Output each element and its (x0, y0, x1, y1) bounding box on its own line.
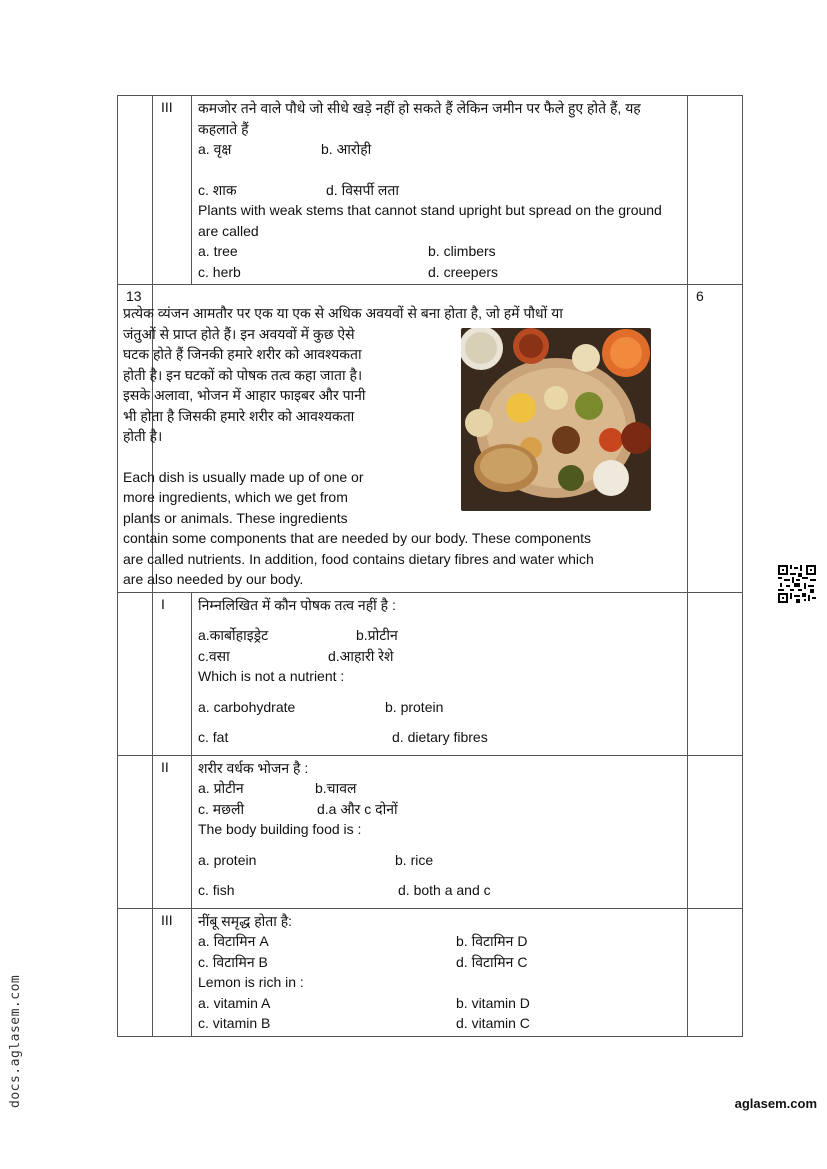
option-c-english: c. fat (198, 729, 229, 745)
option-c-hindi: c. शाक (198, 181, 237, 198)
table-row-q13 (118, 285, 743, 593)
passage-english-line-1: Each dish is usually made up of one or (123, 468, 364, 485)
qr-code-icon (778, 565, 816, 603)
option-a-hindi: a. प्रोटीन (198, 780, 244, 796)
options-row-hindi-1 (198, 139, 681, 160)
option-b-hindi: b.प्रोटीन (356, 627, 398, 643)
options-row-english-2 (198, 880, 681, 901)
question-body (192, 96, 688, 285)
passage (117, 303, 687, 592)
option-c-english: c. fish (198, 882, 235, 898)
passage-hindi-line-5: इसके अलावा, भोजन में आहार फाइबर और पानी (123, 387, 366, 403)
question-text-english: Which is not a nutrient : (198, 668, 345, 684)
option-a-english: a. carbohydrate (198, 698, 296, 715)
option-d-english: d. dietary fibres (392, 729, 488, 745)
passage-hindi-line-4: होती है। इन घटकों को पोषक तत्व कहा जाता है। (123, 366, 363, 383)
subquestion-label: III (153, 908, 192, 1036)
options-row-english-2 (198, 1013, 681, 1034)
qr-code[interactable] (778, 565, 816, 603)
marks-cell (688, 908, 743, 1036)
option-d-hindi: d.a और c दोनों (317, 800, 398, 817)
table-row-q13-i (118, 592, 743, 755)
watermark-url: docs.aglasem.com (8, 974, 23, 1108)
question-body (192, 908, 688, 1036)
question-body (192, 592, 688, 755)
food-thali-image (461, 328, 651, 511)
passage-hindi-line-1: प्रत्येक व्यंजन आमतौर पर एक या एक से अधिक अवयवों से बना होता है, जो हमें पौधों या (123, 305, 563, 321)
question-number-cell (118, 592, 153, 755)
passage-english-line-3: plants or animals. These ingredients (123, 509, 348, 526)
option-b-hindi: b.चावल (315, 780, 357, 796)
option-a-english: a. vitamin A (198, 994, 271, 1011)
option-b-english: b. climbers (428, 243, 496, 259)
option-c-hindi: c. मछली (198, 800, 245, 817)
question-number-cell (118, 96, 153, 285)
option-a-hindi: a. वृक्ष (198, 141, 232, 157)
marks-value: 6 (688, 285, 743, 593)
options-row-hindi-2 (198, 646, 681, 667)
question-text-english: The body building food is : (198, 821, 362, 837)
option-a-english: a. protein (198, 851, 257, 868)
option-c-hindi: c.वसा (198, 647, 230, 664)
options-row-english-1 (198, 993, 681, 1014)
option-b-english: b. protein (385, 698, 444, 715)
subquestion-label: I (153, 592, 192, 755)
options-row-hindi-2 (198, 180, 681, 201)
question-text-hindi: कमजोर तने वाले पौधे जो सीधे खड़े नहीं हो सकते हैं लेकिन जमीन पर फैले हुए होते हैं, यह कहलाते हैं (198, 100, 641, 137)
question-table (117, 95, 743, 1037)
options-row-hindi-1 (198, 778, 681, 799)
option-a-hindi: a. विटामिन A (198, 933, 269, 949)
question-number-cell (118, 908, 153, 1036)
option-d-english: d. vitamin C (456, 1015, 530, 1031)
option-b-english: b. vitamin D (456, 994, 530, 1011)
option-d-english: d. creepers (428, 263, 499, 280)
question-text-hindi: नींबू समृद्ध होता है: (198, 912, 293, 929)
options-row-english-2 (198, 262, 681, 283)
marks-cell (688, 755, 743, 908)
options-row-english-1 (198, 697, 681, 718)
passage-hindi-line-7: होती है। (123, 428, 163, 444)
table-row-q13-ii (118, 755, 743, 908)
options-row-hindi-1 (198, 931, 681, 952)
option-b-english: b. rice (395, 851, 434, 868)
option-a-english: a. tree (198, 243, 238, 259)
passage-hindi-line-6: भी होता है जिसकी हमारे शरीर को आवश्यकता (123, 407, 355, 424)
option-c-hindi: c. विटामिन B (198, 953, 268, 970)
options-row-hindi-2 (198, 952, 681, 973)
options-row-english-1 (198, 850, 681, 871)
question-text-hindi: शरीर वर्धक भोजन है : (198, 759, 309, 776)
table-row-q13-iii (118, 908, 743, 1036)
option-d-hindi: d.आहारी रेशे (328, 647, 394, 664)
option-b-hindi: b. आरोही (321, 141, 372, 157)
question-number-cell (118, 755, 153, 908)
table-row-q12-iii (118, 96, 743, 285)
option-b-hindi: b. विटामिन D (456, 933, 528, 949)
question-text-english: Lemon is rich in : (198, 974, 304, 990)
options-row-english-2 (198, 727, 681, 748)
options-row-english-1 (198, 241, 681, 262)
option-d-hindi: d. विटामिन C (456, 953, 528, 970)
question-text-english: Plants with weak stems that cannot stand upright but spread on the ground are called (198, 202, 662, 239)
subquestion-label: III (153, 96, 192, 285)
food-dishes-illustration (461, 328, 651, 511)
option-c-english: c. herb (198, 263, 241, 280)
option-a-hindi: a.कार्बोहाइड्रेट (198, 627, 269, 643)
options-row-hindi-1 (198, 625, 681, 646)
passage-english-line-4: contain some components that are needed by our body. These components (123, 530, 592, 546)
footer-brand[interactable]: aglasem.com (734, 1096, 817, 1111)
passage-english-line-6: are also needed by our body. (123, 571, 304, 587)
passage-english-line-2: more ingredients, which we get from (123, 489, 348, 505)
question-number: 13 (118, 285, 153, 593)
option-d-hindi: d. विसर्पी लता (326, 181, 400, 198)
question-text-hindi: निम्नलिखित में कौन पोषक तत्व नहीं है : (198, 596, 396, 613)
subquestion-label: II (153, 755, 192, 908)
passage-english-line-5: are called nutrients. In addition, food contains dietary fibres and water which (123, 550, 594, 567)
option-c-english: c. vitamin B (198, 1015, 271, 1031)
question-body (192, 755, 688, 908)
passage-hindi-line-2: जंतुओं से प्राप्त होते हैं। इन अवयवों में कुछ ऐसे (123, 325, 355, 342)
marks-cell (688, 592, 743, 755)
option-d-english: d. both a and c (398, 882, 491, 898)
marks-cell (688, 96, 743, 285)
passage-hindi-line-3: घटक होते हैं जिनकी हमारे शरीर को आवश्यकता (123, 346, 362, 362)
options-row-hindi-2 (198, 799, 681, 820)
